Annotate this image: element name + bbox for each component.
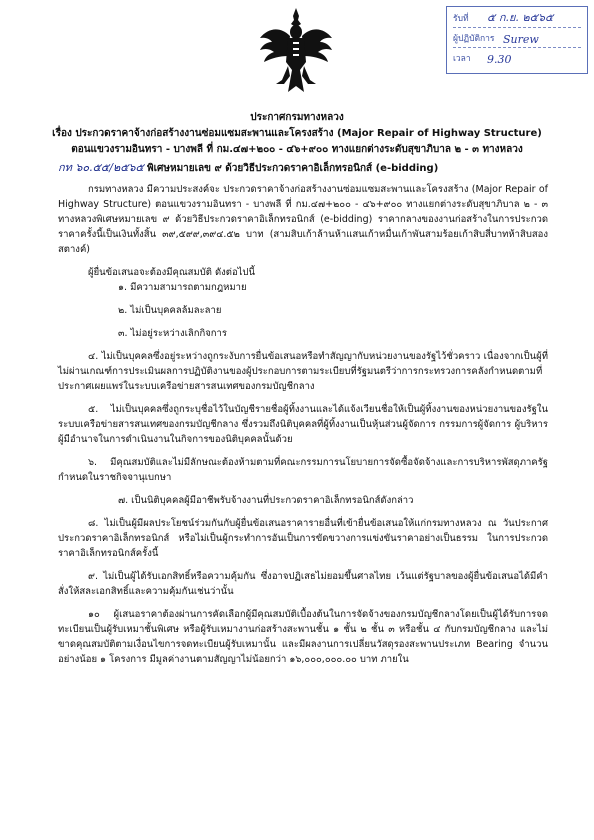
received-stamp — [446, 6, 588, 74]
stamp-time-row — [453, 49, 581, 67]
qualification-item: ๔. ไม่เป็นบุคคลซึ่งอยู่ระหว่างถูกระงับการยื่นข้อเสนอหรือทำสัญญากับหน่วยงานของรัฐไว้ชั่วคราว เนื่องจากเป็นผู้ที่ไม่ผ่านเกณฑ์การประเมินผลการปฏิบัติงานของผู้ประกอบการตามระเบียบที่รัฐมนตรีว่าการกระทรวงการคลังกำหนดตามที่ประกาศเผยแพร่ในระบบเครือข่ายสารสนเทศของกรมบัญชีกลาง — [58, 351, 548, 392]
qualification-item: ๑๐ ผู้เสนอราคาต้องผ่านการคัดเลือกผู้มีคุณสมบัติเบื้องต้นในการจัดจ้างของกรมบัญชีกลางโดยเป็นผู้ได้รับการจดทะเบียนเป็นผู้รับเหมาชั้นพิเศษ หรือผู้รับเหมางานก่อสร้างสะพานชั้น ๑ ชั้น ๒ ชั้น ๓ หรือชั้น ๔ กับกรมบัญชีกลาง และไม่ขาดคุณสมบัติตามเงื่อนไขการจดทะเบียนผู้รับเหมานั้น และมีผลงานการเปลี่ยนวัสดุรองสะพานประเภท Bearing จำนวนอย่างน้อย ๑ โครงการ มีมูลค่างานตามสัญญาไม่น้อยกว่า ๑๖,๐๐๐,๐๐๐.๐๐ บาท ภายใน — [58, 609, 548, 665]
qualification-item: ๓. ไม่อยู่ระหว่างเลิกกิจการ — [118, 328, 227, 339]
qualification-item: ๑. มีความสามารถตามกฎหมาย — [118, 282, 247, 293]
subject-line-3-text: พิเศษหมายเลข ๙ ด้วยวิธีประกวดราคาอิเล็กทรอนิกส์ (e-bidding) — [147, 163, 439, 174]
qualification-item: ๖. มีคุณสมบัติและไม่มีลักษณะต้องห้ามตามที่คณะกรรมการนโยบายการจัดซื้อจัดจ้างและการบริหารพัสดุภาครัฐกำหนดในราชกิจจานุเบกษา — [58, 457, 548, 483]
qualification-item: ๕. ไม่เป็นบุคคลซึ่งถูกระบุชื่อไว้ในบัญชีรายชื่อผู้ทิ้งงานและได้แจ้งเวียนชื่อให้เป็นผู้ทิ้งงานของหน่วยงานของรัฐในระบบเครือข่ายสารสนเทศของกรมบัญชีกลาง ซึ่งรวมถึงนิติบุคคลที่ผู้ทิ้งงานเป็นหุ้นส่วนผู้จัดการ กรรมการผู้จัดการ ผู้บริหาร ผู้มีอำนาจในการดำเนินงานในกิจการของนิติบุคคลนั้นด้วย — [58, 404, 548, 445]
qualification-item: ๘. ไม่เป็นผู้มีผลประโยชน์ร่วมกันกับผู้ยื่นข้อเสนอราคารายอื่นที่เข้ายื่นข้อเสนอให้แก่กรมทางหลวง ณ วันประกาศประกวดราคาอิเล็กทรอนิกส์ หรือไม่เป็นผู้กระทำการอันเป็นการขัดขวางการแข่งขันราคาอย่างเป็นธรรม ในการประกวดราคาอิเล็กทรอนิกส์ครั้งนี้ — [58, 518, 548, 559]
qualification-item: ๒. ไม่เป็นบุคคลล้มละลาย — [118, 305, 222, 316]
announcement-body — [58, 182, 548, 675]
qualification-item: ๙. ไม่เป็นผู้ได้รับเอกสิทธิ์หรือความคุ้มกัน ซึ่งอาจปฏิเสธไม่ยอมขึ้นศาลไทย เว้นแต่รัฐบาลของผู้ยื่นข้อเสนอได้มีคำสั่งให้สละเอกสิทธิ์และความคุ้มกันเช่นว่านั้น — [58, 571, 548, 597]
stamp-received-row — [453, 9, 581, 28]
org-heading: ประกาศกรมทางหลวง — [250, 112, 344, 123]
stamp-officer-row — [453, 29, 581, 48]
stamp-time-value: 9.30 — [487, 53, 512, 66]
garuda-emblem-icon — [258, 6, 334, 98]
subject-line-2: ตอนแขวงรามอินทรา - บางพลี ที่ กม.๔๗+๒๐๐ - ๔๖+๙๐๐ ทางแยกต่างระดับสุขาภิบาล ๒ - ๓ ทางหลวง — [71, 144, 523, 155]
subject-line-1: เรื่อง ประกวดราคาจ้างก่อสร้างงานซ่อมแซมสะพานและโครงสร้าง (Major Repair of Highway Structure) — [52, 128, 542, 139]
stamp-received-value: ๕ ก.ย. ๒๕๖๕ — [487, 11, 554, 24]
paragraph-intro: กรมทางหลวง มีความประสงค์จะ ประกวดราคาจ้างก่อสร้างงานซ่อมแซมสะพานและโครงสร้าง (Major Repair of Highway Structure) ตอนแขวงรามอินทรา - บางพลี ที่ กม.๔๗+๒๐๐ - ๔๖+๙๐๐ ทางแยกต่างระดับสุขาภิบาล ๒ - ๓ ทางหลวงพิเศษหมายเลข ๙ ด้วยวิธีประกวดราคาอิเล็กทรอนิกส์ (e-bidding) ราคากลางของงานก่อสร้างในการประกวดราคาครั้งนี้เป็นเงินทั้งสิ้น ๓๙,๕๙๙,๓๙๔.๕๒ บาท (สามสิบเก้าล้านห้าแสนเก้าหมื่นเก้าพันสามร้อยเก้าสิบสี่บาทห้าสิบสองสตางค์) — [58, 184, 548, 255]
stamp-officer-value: Surew — [503, 33, 539, 46]
handwritten-reference: กท ๖๐.๕๕/๒๕๖๕ — [58, 161, 144, 174]
qualification-item: ๗. เป็นนิติบุคคลผู้มีอาชีพรับจ้างงานที่ประกวดราคาอิเล็กทรอนิกส์ดังกล่าว — [118, 495, 414, 506]
stamp-officer-label: ผู้ปฏิบัติการ — [453, 34, 495, 44]
stamp-time-label: เวลา — [453, 54, 471, 64]
paragraph-qualifications-heading: ผู้ยื่นข้อเสนอจะต้องมีคุณสมบัติ ดังต่อไปนี้ — [88, 267, 255, 278]
stamp-received-label: รับที่ — [453, 14, 469, 24]
subject-line-3 — [58, 158, 558, 176]
